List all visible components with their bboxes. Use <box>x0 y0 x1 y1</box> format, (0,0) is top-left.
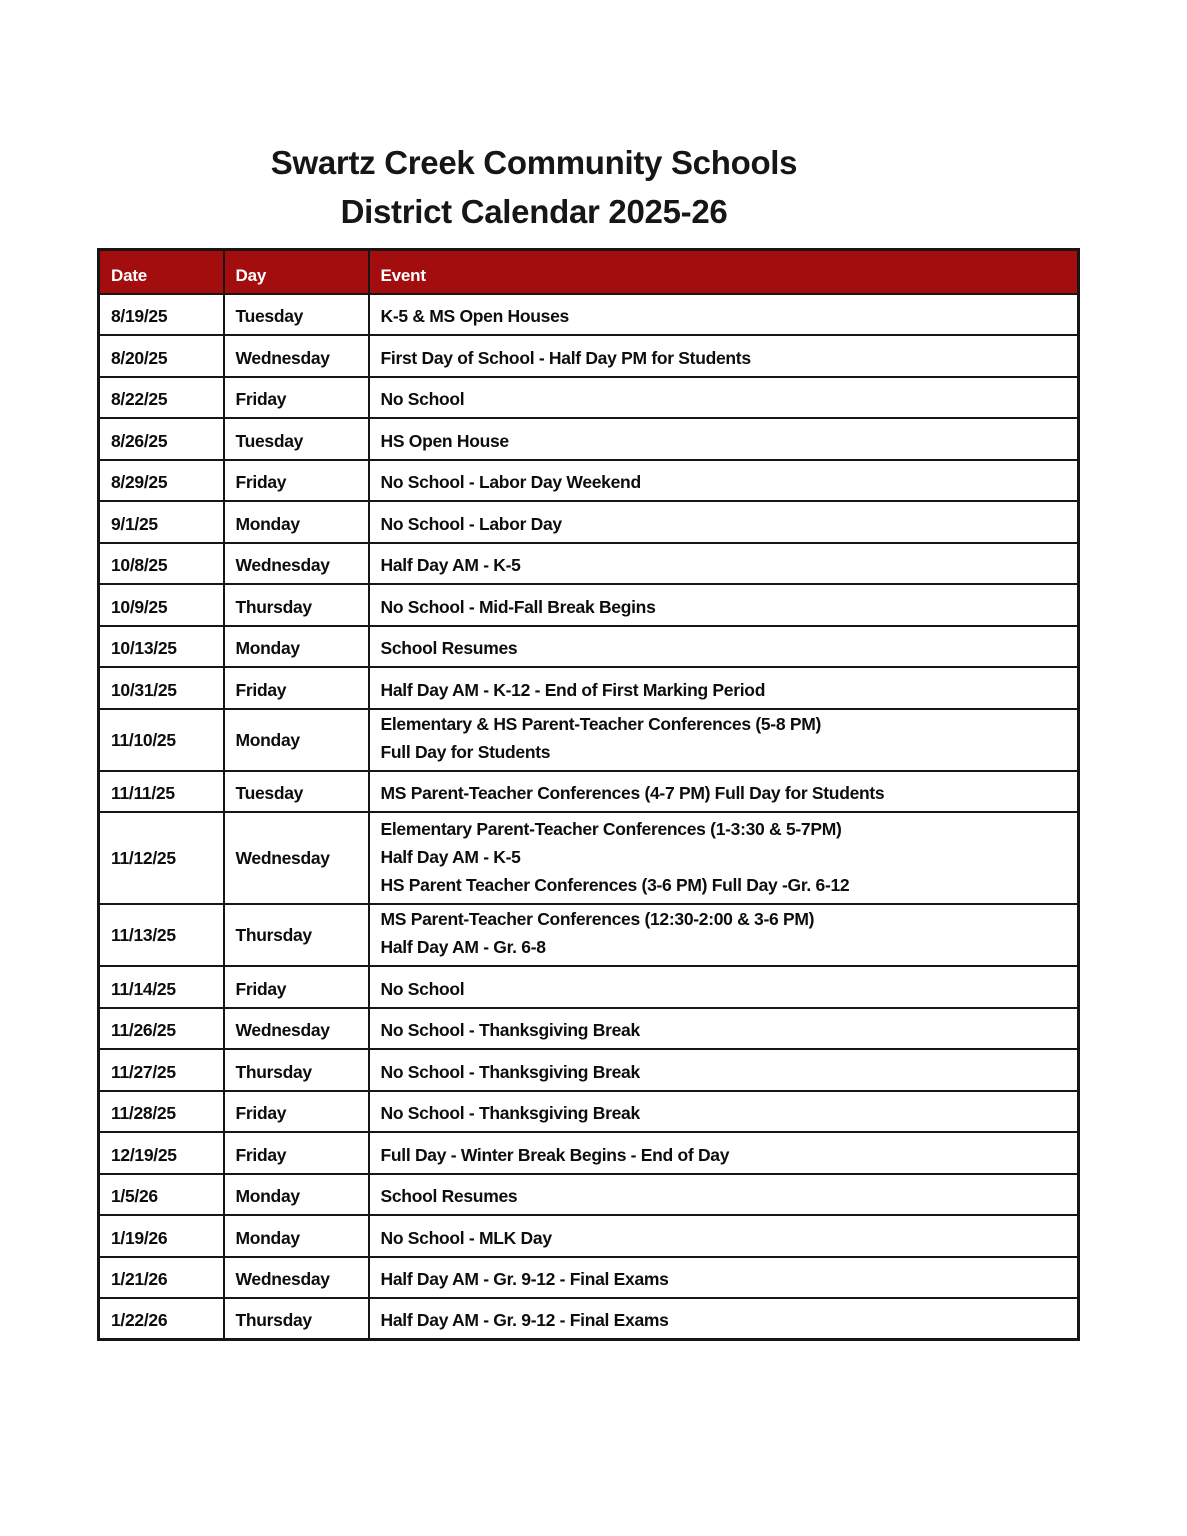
day-cell: Friday <box>224 1132 369 1174</box>
event-line: Elementary Parent-Teacher Conferences (1-3:30 & 5-7PM) <box>380 819 842 839</box>
event-cell <box>369 335 1079 377</box>
event-line: Half Day AM - Gr. 9-12 - Final Exams <box>380 1269 669 1289</box>
date-cell: 1/21/26 <box>99 1257 224 1299</box>
day-cell: Tuesday <box>224 771 369 813</box>
event-line: Full Day for Students <box>380 741 551 762</box>
event-cell <box>369 543 1079 585</box>
event-cell <box>369 771 1079 813</box>
table-row <box>99 1132 1079 1174</box>
event-line: No School <box>380 978 465 999</box>
day-cell: Monday <box>224 1174 369 1216</box>
date-cell: 8/22/25 <box>99 377 224 419</box>
event-cell <box>369 460 1079 502</box>
event-line: Full Day - Winter Break Begins - End of Day <box>380 1144 730 1165</box>
day-cell: Wednesday <box>224 1257 369 1299</box>
event-line: No School - Thanksgiving Break <box>380 1103 640 1123</box>
table-row <box>99 771 1079 813</box>
day-cell: Thursday <box>224 1049 369 1091</box>
table-row <box>99 1298 1079 1340</box>
date-cell: 11/14/25 <box>99 966 224 1008</box>
day-cell: Tuesday <box>224 294 369 336</box>
table-row <box>99 709 1079 771</box>
table-row <box>99 667 1079 709</box>
header-date: Date <box>99 250 224 294</box>
event-line: Half Day AM - Gr. 9-12 - Final Exams <box>380 1310 669 1330</box>
event-line: No School - Thanksgiving Break <box>380 1020 640 1040</box>
table-row <box>99 626 1079 668</box>
header-day: Day <box>224 250 369 294</box>
table-row <box>99 584 1079 626</box>
event-cell <box>369 294 1079 336</box>
event-cell <box>369 812 1079 904</box>
date-cell: 9/1/25 <box>99 501 224 543</box>
event-cell <box>369 1132 1079 1174</box>
header-event: Event <box>369 250 1079 294</box>
event-cell <box>369 584 1079 626</box>
calendar-table-body <box>99 294 1079 1340</box>
date-cell: 8/26/25 <box>99 418 224 460</box>
day-cell: Monday <box>224 501 369 543</box>
event-cell <box>369 1091 1079 1133</box>
event-cell <box>369 626 1079 668</box>
day-cell: Friday <box>224 377 369 419</box>
date-cell: 1/5/26 <box>99 1174 224 1216</box>
date-cell: 11/10/25 <box>99 709 224 771</box>
day-cell: Friday <box>224 966 369 1008</box>
date-cell: 8/29/25 <box>99 460 224 502</box>
event-line: MS Parent-Teacher Conferences (4-7 PM) Full Day for Students <box>380 783 885 803</box>
date-cell: 10/8/25 <box>99 543 224 585</box>
event-line: No School - Labor Day <box>380 513 562 534</box>
date-cell: 11/27/25 <box>99 1049 224 1091</box>
table-row <box>99 377 1079 419</box>
day-cell: Wednesday <box>224 335 369 377</box>
day-cell: Wednesday <box>224 812 369 904</box>
day-cell: Friday <box>224 1091 369 1133</box>
event-cell <box>369 966 1079 1008</box>
event-line: Elementary & HS Parent-Teacher Conferences (5-8 PM) <box>380 713 821 734</box>
date-cell: 11/12/25 <box>99 812 224 904</box>
event-cell <box>369 377 1079 419</box>
event-cell <box>369 501 1079 543</box>
table-row <box>99 812 1079 904</box>
day-cell: Monday <box>224 626 369 668</box>
event-line: Half Day AM - K-12 - End of First Marking Period <box>380 679 766 700</box>
event-line: No School - MLK Day <box>380 1227 552 1248</box>
day-cell: Thursday <box>224 904 369 966</box>
event-cell <box>369 1049 1079 1091</box>
day-cell: Thursday <box>224 1298 369 1340</box>
date-cell: 10/13/25 <box>99 626 224 668</box>
table-row <box>99 543 1079 585</box>
event-cell <box>369 1008 1079 1050</box>
table-row <box>99 501 1079 543</box>
event-line: No School - Labor Day Weekend <box>380 472 641 492</box>
table-row <box>99 460 1079 502</box>
day-cell: Friday <box>224 667 369 709</box>
date-cell: 11/28/25 <box>99 1091 224 1133</box>
event-cell <box>369 667 1079 709</box>
event-line: No School - Mid-Fall Break Begins <box>380 596 656 617</box>
table-row <box>99 904 1079 966</box>
event-line: Half Day AM - K-5 <box>380 847 521 867</box>
event-line: MS Parent-Teacher Conferences (12:30-2:00 & 3-6 PM) <box>380 909 815 929</box>
event-cell <box>369 904 1079 966</box>
day-cell: Thursday <box>224 584 369 626</box>
date-cell: 10/9/25 <box>99 584 224 626</box>
event-line: First Day of School - Half Day PM for Students <box>380 347 751 368</box>
date-cell: 8/19/25 <box>99 294 224 336</box>
table-row <box>99 1174 1079 1216</box>
event-line: K-5 & MS Open Houses <box>380 306 569 326</box>
day-cell: Monday <box>224 709 369 771</box>
day-cell: Wednesday <box>224 543 369 585</box>
event-line: No School <box>380 389 465 409</box>
table-row <box>99 418 1079 460</box>
date-cell: 11/11/25 <box>99 771 224 813</box>
event-line: No School - Thanksgiving Break <box>380 1061 640 1082</box>
table-row <box>99 1215 1079 1257</box>
table-row <box>99 1008 1079 1050</box>
event-cell <box>369 418 1079 460</box>
event-line: Half Day AM - Gr. 6-8 <box>380 937 546 957</box>
title-line-2: District Calendar 2025-26 <box>340 193 728 230</box>
date-cell: 1/19/26 <box>99 1215 224 1257</box>
date-cell: 10/31/25 <box>99 667 224 709</box>
event-line: HS Open House <box>380 430 509 451</box>
date-cell: 12/19/25 <box>99 1132 224 1174</box>
event-cell <box>369 709 1079 771</box>
event-line: School Resumes <box>380 638 518 658</box>
day-cell: Wednesday <box>224 1008 369 1050</box>
event-cell <box>369 1174 1079 1216</box>
date-cell: 8/20/25 <box>99 335 224 377</box>
event-line: Half Day AM - K-5 <box>380 555 521 575</box>
table-row <box>99 1049 1079 1091</box>
table-row <box>99 966 1079 1008</box>
table-row <box>99 335 1079 377</box>
table-row <box>99 1091 1079 1133</box>
table-header-row <box>99 250 1079 294</box>
table-row <box>99 294 1079 336</box>
day-cell: Monday <box>224 1215 369 1257</box>
date-cell: 11/13/25 <box>99 904 224 966</box>
event-cell <box>369 1257 1079 1299</box>
table-row <box>99 1257 1079 1299</box>
date-cell: 11/26/25 <box>99 1008 224 1050</box>
date-cell: 1/22/26 <box>99 1298 224 1340</box>
title-line-1: Swartz Creek Community Schools <box>270 144 798 181</box>
event-cell <box>369 1298 1079 1340</box>
day-cell: Tuesday <box>224 418 369 460</box>
district-calendar-table <box>97 248 1080 1341</box>
event-line: School Resumes <box>380 1186 518 1206</box>
document-title <box>0 138 1068 236</box>
event-cell <box>369 1215 1079 1257</box>
event-line: HS Parent Teacher Conferences (3-6 PM) Full Day -Gr. 6-12 <box>380 875 850 895</box>
day-cell: Friday <box>224 460 369 502</box>
